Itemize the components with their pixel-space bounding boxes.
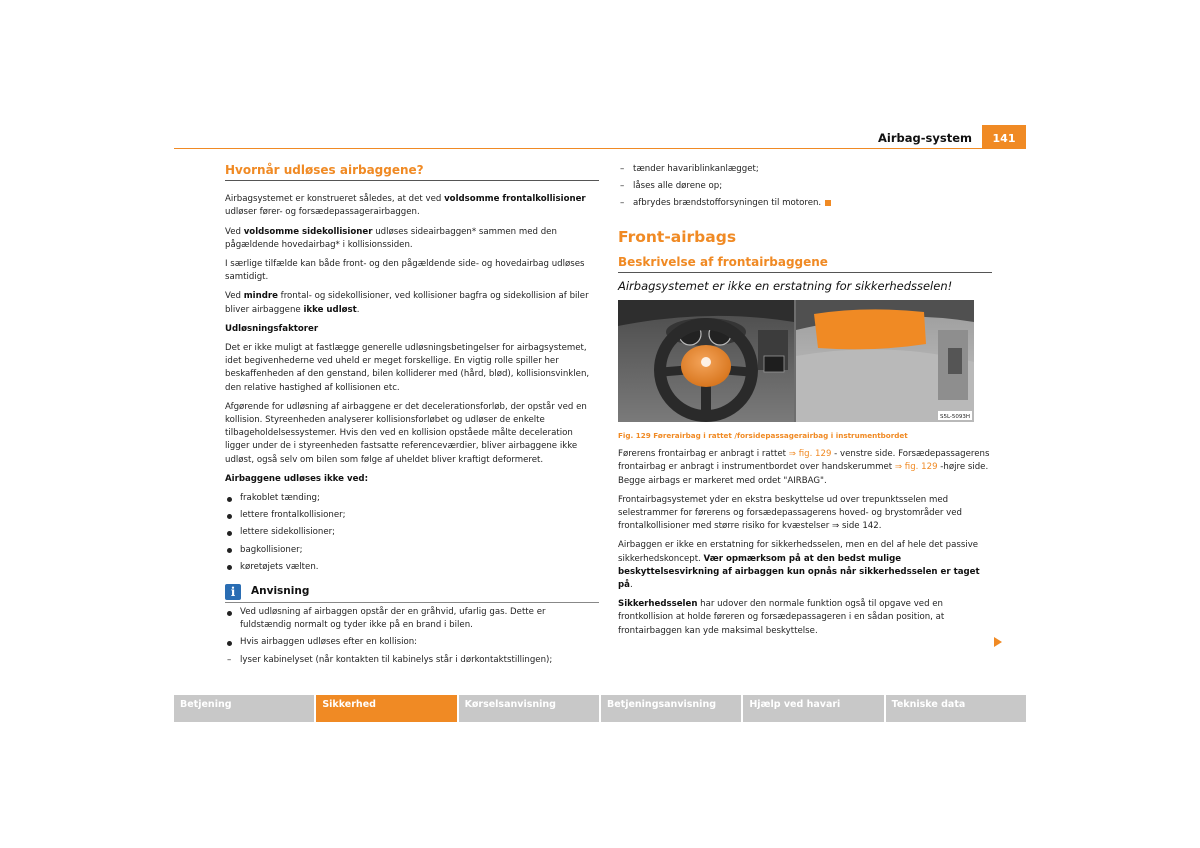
tab-tekniske-data[interactable]: Tekniske data: [886, 695, 1026, 722]
figure-reference-link[interactable]: ⇒ fig. 129: [788, 449, 832, 460]
chapter-tabs: [174, 695, 1026, 722]
subheading-description: Beskrivelse af frontairbaggene: [618, 256, 992, 273]
tab-korselsanvisning[interactable]: Kørselsanvisning: [459, 695, 599, 722]
list-item: køretøjets vælten.: [225, 561, 599, 574]
paragraph: Sikkerhedsselen har udover den normale funktion også til opgave ved en frontkollision at holde føreren og forsædepassageren i en sådan position, at frontairbaggen kan yde maksimal beskyttelse.: [618, 599, 945, 636]
paragraph: Det er ikke muligt at fastlægge generelle udløsningsbetingelser for airbagsystemet, idet begivenhederne ved uheld er meget forskellige. En vigtig rolle spiller her beskaffenheden af den genstand, bilen kolliderer med (hård, blød), kollisionsvinklen, den relative hastighed af kollisionen etc.: [225, 343, 590, 393]
paragraph: Airbagsystemet er konstrueret således, at det ved voldsomme frontalkollisioner udløser fører- og forsædepassagerairbaggen.: [225, 194, 586, 218]
header-rule: [174, 148, 1026, 149]
paragraph: Airbaggen er ikke en erstatning for sikkerhedsselen, men en del af hele det passive sikkerhedskoncept. Vær opmærksom på at den bedst mulige beskyttelsesvirkning af airbaggen kun opnås når sikkerhedsselen er taget på.: [618, 540, 980, 591]
paragraph: Ved mindre frontal- og sidekollisioner, ved kollisioner bagfra og sidekollision af biler bliver airbaggene ikke udløst.: [225, 291, 589, 315]
dashboard-illustration: [618, 300, 974, 422]
paragraph: Ved voldsomme sidekollisioner udløses sideairbaggen* sammen med den pågældende hovedairbag* i kollisionssiden.: [225, 226, 557, 250]
list-item: – lyser kabinelyset (når kontakten til kabinelys står i dørkontaktstillingen);: [225, 654, 599, 667]
continued-dash-list: [618, 163, 992, 211]
paragraph: Frontairbagsystemet yder en ekstra beskyttelse ud over trepunktsselen med selestrammer for førerens og forsædepassagerens hoved- og brystområder ved frontalkollisioner med større risiko for kvæstelser ⇒ side 142.: [618, 494, 963, 532]
lead-sentence: Airbagsystemet er ikke en erstatning for sikkerhedsselen!: [618, 279, 953, 294]
subheading-trigger-factors: Udløsningsfaktorer: [225, 323, 319, 334]
paragraph: I særlige tilfælde kan både front- og den pågældende side- og hovedairbag udløses samtidigt.: [225, 259, 585, 283]
section-heading-when-triggered: Hvornår udløses airbaggene?: [225, 164, 599, 181]
note-list: [225, 606, 599, 650]
list-item: bagkollisioner;: [225, 544, 599, 557]
paragraph: Førerens frontairbag er anbragt i rattet ⇒ fig. 129 - venstre side. Forsædepassagerens frontairbag er anbragt i instrumentbordet over handskerummet ⇒ fig. 129 -højre side. Begge airbags er markeret med ordet "AIRBAG".: [618, 449, 990, 486]
left-column: [225, 164, 599, 671]
section-end-icon: [825, 200, 831, 206]
info-icon: i: [225, 584, 241, 600]
note-header: [225, 584, 599, 603]
list-item: – låses alle dørene op;: [618, 180, 992, 193]
continue-arrow-icon: [994, 637, 1002, 647]
right-column: [618, 163, 992, 644]
tab-sikkerhed[interactable]: Sikkerhed: [316, 695, 456, 722]
running-header-title: Airbag-system: [878, 131, 972, 145]
list-item: lettere frontalkollisioner;: [225, 509, 599, 522]
note-dash-list: [225, 654, 599, 667]
tab-betjening[interactable]: Betjening: [174, 695, 314, 722]
figure-caption: Fig. 129 Førerairbag i rattet /forsidepassagerairbag i instrumentbordet: [618, 431, 908, 441]
subheading-not-triggered: Airbaggene udløses ikke ved:: [225, 473, 369, 484]
not-triggered-list: [225, 492, 599, 574]
figure-airbags-photo: [618, 300, 974, 422]
figure-reference-link[interactable]: ⇒ fig. 129: [894, 462, 938, 473]
figure-code: S5L-5093H: [939, 414, 971, 421]
list-item: lettere sidekollisioner;: [225, 526, 599, 539]
list-item: – tænder havariblinkanlægget;: [618, 163, 992, 176]
note-title: Anvisning: [251, 585, 310, 598]
list-item: – afbrydes brændstofforsyningen til motoren.: [618, 197, 992, 210]
page-number: 141: [982, 125, 1026, 149]
list-item: Ved udløsning af airbaggen opstår der en gråhvid, ufarlig gas. Dette er fuldstændig normalt og tyder ikke på en brand i bilen.: [225, 606, 599, 632]
tab-hjaelp-ved-havari[interactable]: Hjælp ved havari: [743, 695, 883, 722]
section-title-front-airbags: Front-airbags: [618, 227, 737, 246]
list-item: Hvis airbaggen udløses efter en kollision:: [225, 636, 599, 649]
list-item: frakoblet tænding;: [225, 492, 599, 505]
paragraph: Afgørende for udløsning af airbaggene er det decelerationsforløb, der opstår ved en kollision. Styreenheden analyserer kollisionsforløbet og udløser de enkelte tilbageholdelsessystemer. Hvis den ved en kollision opståede målte deceleration ligger under de i styreenheden fastsatte referenceværdier, bliver airbaggene ikke udløst, også selv om bilen som følge af uheldet bliver kraftigt deformeret.: [225, 401, 587, 465]
tab-betjeningsanvisning[interactable]: Betjeningsanvisning: [601, 695, 741, 722]
